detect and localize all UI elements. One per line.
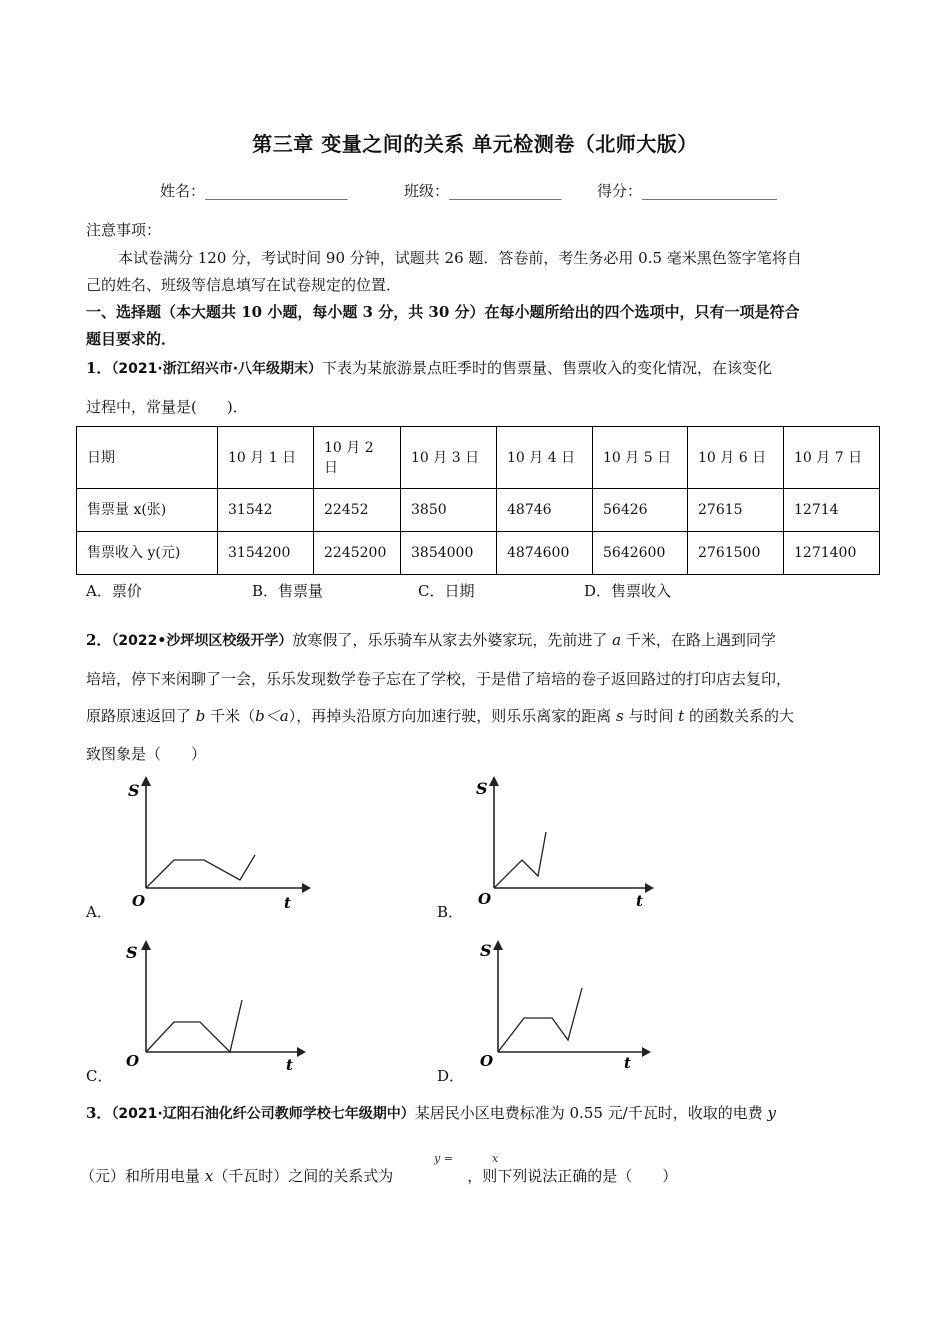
table-cell: 售票收入 y(元) xyxy=(77,532,218,575)
name-field[interactable] xyxy=(160,180,348,201)
table-cell: 1271400 xyxy=(784,532,880,575)
table-cell: 56426 xyxy=(593,489,688,532)
question-3-number: 3． xyxy=(86,1104,112,1122)
table-cell: 3850 xyxy=(401,489,497,532)
function-curve xyxy=(498,988,582,1052)
table-cell: 3154200 xyxy=(218,532,314,575)
table-cell: 10 月 1 日 xyxy=(218,427,314,489)
table-cell: 10 月 4 日 xyxy=(497,427,593,489)
graph-option-a[interactable] xyxy=(112,772,312,912)
question-1-option-a[interactable]: A．票价 xyxy=(86,582,142,600)
graph-option-d[interactable] xyxy=(464,936,664,1076)
table-header-row xyxy=(77,427,880,489)
question-2-text: ），再掉头沿原方向加速行驶，则乐乐离家的距离 xyxy=(288,707,616,725)
question-2-text: 千米，在路上遇到同学 xyxy=(621,631,776,649)
origin-label: O xyxy=(478,890,492,908)
class-field[interactable] xyxy=(404,180,562,201)
y-axis-arrow-icon xyxy=(141,940,151,950)
question-1-option-c[interactable]: C．日期 xyxy=(418,582,475,600)
question-2-number: 2． xyxy=(86,631,112,649)
score-blank: __________________ xyxy=(642,182,778,200)
page-title: 第三章 变量之间的关系 单元检测卷（北师大版） xyxy=(252,132,698,156)
formula-y: y = xyxy=(434,1152,453,1165)
question-2-option-a[interactable]: A． xyxy=(86,903,112,921)
question-2-source: （2022•沙坪坝区校级开学） xyxy=(111,633,293,649)
y-axis-arrow-icon xyxy=(493,940,503,950)
axis-label-t: t xyxy=(636,892,643,910)
table-cell: 2761500 xyxy=(688,532,784,575)
function-curve xyxy=(494,832,546,888)
origin-label: O xyxy=(480,1052,494,1070)
question-3-text: （千瓦时）之间的关系式为 xyxy=(213,1167,394,1185)
x-axis-arrow-icon xyxy=(642,1047,651,1057)
table-cell: 10 月 7 日 xyxy=(784,427,880,489)
variable-t: t xyxy=(678,707,685,725)
axis-label-s: S xyxy=(480,941,492,960)
question-1-option-d[interactable]: D．售票收入 xyxy=(584,582,672,600)
question-2-text: 放寒假了，乐乐骑车从家去外婆家玩，先前进了 xyxy=(292,631,613,649)
question-2-stem-line-4: 致图象是（ ） xyxy=(86,745,207,763)
y-axis-arrow-icon xyxy=(489,776,499,786)
table-cell: 售票量 x(张) xyxy=(77,489,218,532)
table-cell: 31542 xyxy=(218,489,314,532)
table-cell: 日期 xyxy=(77,427,218,489)
variable-a: a xyxy=(612,631,622,649)
variable-s: s xyxy=(616,707,624,725)
axis-label-t: t xyxy=(624,1054,631,1072)
formula-x: x xyxy=(492,1152,499,1165)
table-cell: 5642600 xyxy=(593,532,688,575)
question-3-stem-line-2 xyxy=(80,1165,677,1186)
question-1-stem-line-2: 过程中，常量是( )． xyxy=(86,398,248,416)
name-blank: ___________________ xyxy=(205,182,348,200)
x-axis-arrow-icon xyxy=(297,1047,306,1057)
notes-heading: 注意事项： xyxy=(86,221,162,239)
function-curve xyxy=(146,1000,242,1052)
question-2-text: 千米（ xyxy=(205,707,256,725)
graph-option-c[interactable] xyxy=(112,936,312,1076)
table-cell: 22452 xyxy=(314,489,401,532)
table-cell: 12714 xyxy=(784,489,880,532)
table-cell: 10 月 3 日 xyxy=(401,427,497,489)
origin-label: O xyxy=(126,1052,140,1070)
section-heading-line-1: 一、选择题（本大题共 10 小题，每小题 3 分，共 30 分）在每小题所给出的四个选项中，只有一项是符合 xyxy=(86,303,800,321)
ticket-table xyxy=(76,426,880,575)
question-3-text: 某居民小区电费标准为 0.55 元/千瓦时，收取的电费 xyxy=(414,1104,768,1122)
table-cell: 10 月 2 日 xyxy=(314,427,401,489)
table-cell: 48746 xyxy=(497,489,593,532)
question-1-stem-text: 下表为某旅游景点旺季时的售票量、售票收入的变化情况，在该变化 xyxy=(322,359,773,377)
graph-option-b[interactable] xyxy=(460,772,660,912)
question-1-option-b[interactable]: B．售票量 xyxy=(252,582,324,600)
question-2-stem-line-1 xyxy=(86,629,776,650)
axis-label-s: S xyxy=(476,779,488,798)
class-blank: _______________ xyxy=(449,182,562,200)
table-cell: 10 月 5 日 xyxy=(593,427,688,489)
question-2-option-c[interactable]: C． xyxy=(86,1067,113,1085)
axis-label-t: t xyxy=(284,894,291,912)
question-2-option-d[interactable]: D． xyxy=(437,1067,465,1085)
question-1-source: （2021·浙江绍兴市·八年级期末） xyxy=(111,361,323,377)
question-2-text: 与时间 xyxy=(623,707,679,725)
question-3-stem-line-1 xyxy=(86,1102,776,1123)
x-axis-arrow-icon xyxy=(302,883,311,893)
axis-label-s: S xyxy=(126,943,138,962)
name-label: 姓名： xyxy=(160,182,206,200)
score-field[interactable] xyxy=(597,180,777,201)
question-3-source: （2021·辽阳石油化纤公司教师学校七年级期中） xyxy=(111,1106,415,1122)
question-1-stem xyxy=(86,357,772,378)
question-1-number: 1． xyxy=(86,359,112,377)
section-heading-line-2: 题目要求的． xyxy=(86,330,177,348)
notes-line-1: 本试卷满分 120 分，考试时间 90 分钟，试题共 26 题．答卷前，考生务必用 0.5 毫米黑色签字笔将自 xyxy=(118,249,802,267)
axis-label-s: S xyxy=(128,781,140,800)
table-cell: 10 月 6 日 xyxy=(688,427,784,489)
axis-label-t: t xyxy=(286,1056,293,1074)
table-cell: 3854000 xyxy=(401,532,497,575)
question-2-option-b[interactable]: B． xyxy=(437,903,464,921)
origin-label: O xyxy=(132,892,146,910)
variable-x: x xyxy=(204,1167,214,1185)
x-axis-arrow-icon xyxy=(645,883,654,893)
variable-y: y xyxy=(767,1104,776,1122)
inequality: b＜a xyxy=(255,707,289,725)
notes-line-2: 己的姓名、班级等信息填写在试卷规定的位置． xyxy=(86,276,402,294)
table-cell: 27615 xyxy=(688,489,784,532)
score-label: 得分： xyxy=(597,182,643,200)
y-axis-arrow-icon xyxy=(141,776,151,786)
table-cell: 2245200 xyxy=(314,532,401,575)
table-cell: 4874600 xyxy=(497,532,593,575)
question-2-stem-line-2: 培培，停下来闲聊了一会，乐乐发现数学卷子忘在了学校，于是借了培培的卷子返回路过的打印店去复印， xyxy=(86,670,792,688)
question-2-text: 原路原速返回了 xyxy=(86,707,196,725)
question-2-stem-line-3 xyxy=(86,705,794,726)
question-3-text: （元）和所用电量 xyxy=(80,1167,205,1185)
question-2-text: 的函数关系的大 xyxy=(684,707,795,725)
table-row xyxy=(77,532,880,575)
variable-b: b xyxy=(195,707,206,725)
class-label: 班级： xyxy=(404,182,450,200)
question-3-text: ，则下列说法正确的是（ ） xyxy=(467,1167,678,1185)
function-curve xyxy=(146,855,255,888)
table-row xyxy=(77,489,880,532)
